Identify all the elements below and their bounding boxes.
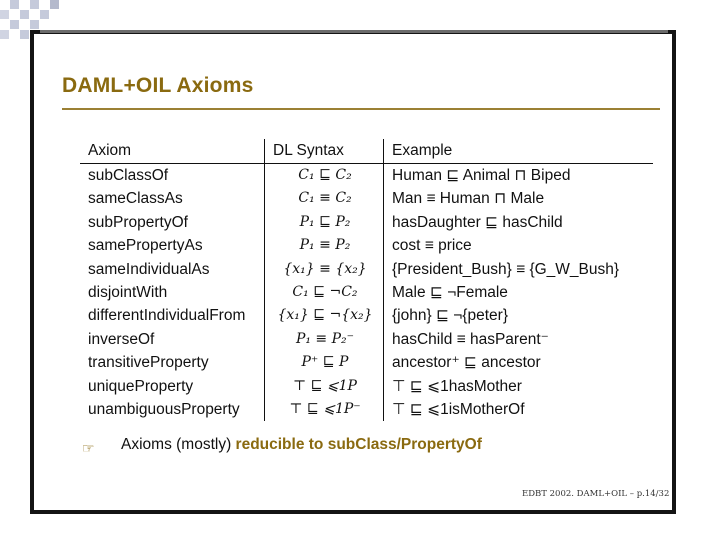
table-row: [80, 281, 653, 304]
dl-syntax: P⁺ ⊑ P: [265, 351, 384, 374]
header-axiom: Axiom: [80, 139, 265, 164]
dl-syntax: ⊤ ⊑ ⩽1P: [265, 375, 384, 398]
dl-syntax: C₁ ⊑ ¬C₂: [265, 281, 384, 304]
dl-syntax: ⊤ ⊑ ⩽1P⁻: [265, 398, 384, 421]
note-highlight: reducible to subClass/PropertyOf: [235, 436, 482, 453]
dl-syntax: P₁ ≡ P₂: [265, 234, 384, 257]
example: hasDaughter ⊑ hasChild: [384, 211, 654, 234]
table-row: [80, 258, 653, 281]
dl-syntax: {x₁} ⊑ ¬{x₂}: [265, 304, 384, 327]
checker-square: [30, 0, 39, 9]
checker-square: [40, 10, 49, 19]
axiom-name: disjointWith: [88, 284, 168, 302]
slide-title: DAML+OIL Axioms: [62, 74, 254, 97]
checker-square: [30, 20, 39, 29]
dl-syntax: P₁ ≡ P₂⁻: [265, 328, 384, 351]
checker-square: [50, 0, 59, 9]
example: ⊤ ⊑ ⩽1hasMother: [384, 375, 654, 398]
axiom-name: unambiguousProperty: [88, 401, 240, 419]
axiom-name: uniqueProperty: [88, 377, 194, 395]
title-underline: [62, 108, 660, 110]
summary-note: [121, 436, 482, 454]
dl-syntax: C₁ ⊑ C₂: [265, 164, 384, 188]
checker-square: [10, 20, 19, 29]
checker-square: [20, 10, 29, 19]
dl-syntax: C₁ ≡ C₂: [265, 187, 384, 210]
header-dl-syntax: DL Syntax: [265, 139, 384, 164]
checker-square: [0, 10, 9, 19]
axiom-name: transitiveProperty: [88, 354, 209, 372]
checker-square: [0, 30, 9, 39]
table-row: [80, 328, 653, 351]
example: ancestor⁺ ⊑ ancestor: [384, 351, 654, 374]
axiom-name: sameIndividualAs: [88, 260, 210, 278]
table-row: [80, 164, 653, 188]
header-example: Example: [384, 139, 654, 164]
table-row: [80, 187, 653, 210]
table-row: [80, 234, 653, 257]
table-row: [80, 211, 653, 234]
table-header-row: [80, 139, 653, 164]
example: Human ⊑ Animal ⊓ Biped: [384, 164, 654, 188]
table-row: [80, 398, 653, 421]
example: {john} ⊑ ¬{peter}: [384, 304, 654, 327]
example: hasChild ≡ hasParent⁻: [384, 328, 654, 351]
example: {President_Bush} ≡ {G_W_Bush}: [384, 258, 654, 281]
axiom-name: samePropertyAs: [88, 237, 203, 255]
axiom-name: sameClassAs: [88, 190, 183, 208]
checker-square: [10, 0, 19, 9]
example: Male ⊑ ¬Female: [384, 281, 654, 304]
pointing-hand-icon: ☞: [82, 440, 95, 456]
dl-syntax: P₁ ⊑ P₂: [265, 211, 384, 234]
dl-syntax: {x₁} ≡ {x₂}: [265, 258, 384, 281]
note-prefix: Axioms (mostly): [121, 436, 236, 453]
example: ⊤ ⊑ ⩽1isMotherOf: [384, 398, 654, 421]
axiom-name: differentIndividualFrom: [88, 307, 246, 325]
table-row: [80, 375, 653, 398]
table-row: [80, 304, 653, 327]
axiom-name: subClassOf: [88, 167, 169, 184]
axiom-name: inverseOf: [88, 330, 155, 348]
table-row: [80, 351, 653, 374]
axiom-name: subPropertyOf: [88, 213, 188, 231]
example: Man ≡ Human ⊓ Male: [384, 187, 654, 210]
slide-footer: EDBT 2002. DAML+OIL – p.14/32: [522, 489, 670, 499]
axioms-table: [80, 139, 653, 421]
checker-square: [20, 30, 29, 39]
example: cost ≡ price: [384, 234, 654, 257]
top-decorative-bar: [40, 30, 668, 33]
